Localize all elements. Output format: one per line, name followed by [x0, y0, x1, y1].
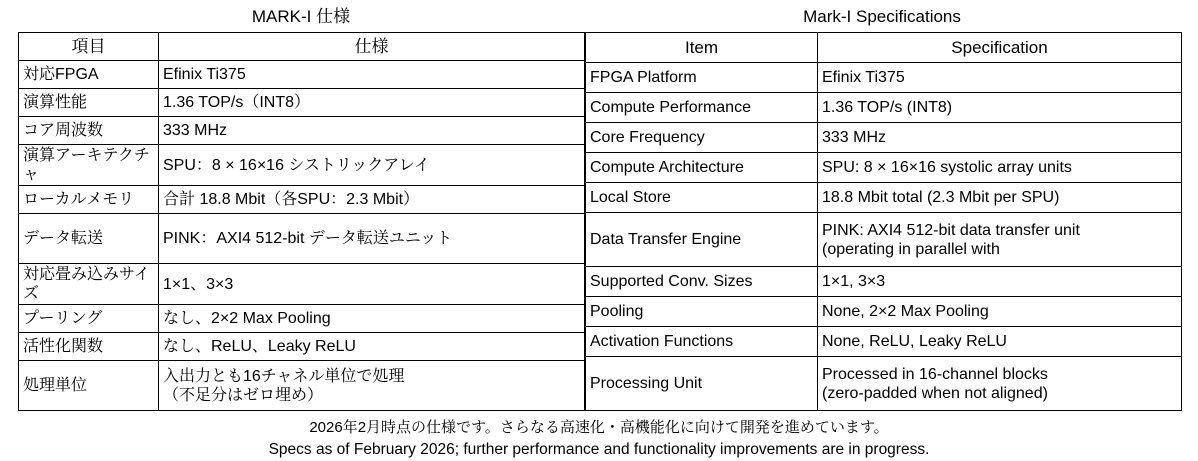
table-row — [586, 213, 1182, 267]
specifications-table-english — [585, 32, 1182, 411]
column-header-spec: Specification — [818, 33, 1182, 63]
row-item: Core Frequency — [586, 123, 818, 153]
row-item: 演算アーキテクチャ — [19, 145, 159, 186]
row-item: ローカルメモリ — [19, 186, 159, 214]
row-spec: 1.36 TOP/s (INT8) — [818, 93, 1182, 123]
table-row — [586, 63, 1182, 93]
row-spec: 1×1, 3×3 — [818, 267, 1182, 297]
row-spec: なし、2×2 Max Pooling — [159, 305, 585, 333]
row-item: データ転送 — [19, 214, 159, 264]
row-spec: 333 MHz — [159, 117, 585, 145]
specifications-table-japanese — [18, 32, 585, 411]
row-spec: 1.36 TOP/s（INT8） — [159, 89, 585, 117]
row-spec: Efinix Ti375 — [818, 63, 1182, 93]
table-header-row — [586, 33, 1182, 63]
table-row — [586, 327, 1182, 357]
row-spec-line2: （不足分はゼロ埋め） — [163, 386, 324, 404]
row-spec: None, ReLU, Leaky ReLU — [818, 327, 1182, 357]
row-item: FPGA Platform — [586, 63, 818, 93]
row-item: Supported Conv. Sizes — [586, 267, 818, 297]
title-japanese: MARK-I 仕様 — [251, 7, 351, 26]
table-row — [19, 61, 585, 89]
row-item: Local Store — [586, 183, 818, 213]
table-row — [19, 305, 585, 333]
row-spec — [818, 213, 1182, 267]
row-item: 活性化関数 — [19, 333, 159, 361]
row-spec — [818, 357, 1182, 411]
table-row — [19, 361, 585, 411]
footnotes — [18, 417, 1180, 461]
footnote-english: Specs as of February 2026; further performance and functionality improvements are in progress. — [268, 441, 930, 458]
table-row — [586, 153, 1182, 183]
row-spec-line1: 入出力とも16チャネル単位で処理 — [163, 367, 405, 385]
row-item: 処理単位 — [19, 361, 159, 411]
row-item: Activation Functions — [586, 327, 818, 357]
row-item: 対応FPGA — [19, 61, 159, 89]
table-row — [19, 333, 585, 361]
footnote-japanese: 2026年2月時点の仕様です。さらなる高速化・高機能化に向けて開発を進めています。 — [309, 419, 889, 436]
table-row — [586, 357, 1182, 411]
row-item: Pooling — [586, 297, 818, 327]
tables-row — [18, 32, 1180, 411]
row-spec: PINK：AXI4 512-bit データ転送ユニット — [159, 214, 585, 264]
row-item: Data Transfer Engine — [586, 213, 818, 267]
row-item: Compute Architecture — [586, 153, 818, 183]
column-header-item: Item — [586, 33, 818, 63]
table-row — [19, 145, 585, 186]
row-spec-line1: PINK: AXI4 512-bit data transfer unit — [822, 221, 1080, 239]
row-spec-line2: (operating in parallel with — [822, 240, 1000, 258]
row-spec: Efinix Ti375 — [159, 61, 585, 89]
row-spec: None, 2×2 Max Pooling — [818, 297, 1182, 327]
row-spec: 18.8 Mbit total (2.3 Mbit per SPU) — [818, 183, 1182, 213]
row-item: Processing Unit — [586, 357, 818, 411]
table-row — [586, 183, 1182, 213]
table-row — [19, 214, 585, 264]
row-spec: なし、ReLU、Leaky ReLU — [159, 333, 585, 361]
table-row — [586, 123, 1182, 153]
table-row — [19, 264, 585, 305]
row-spec: 333 MHz — [818, 123, 1182, 153]
table-header-row — [19, 33, 585, 61]
table-row — [586, 267, 1182, 297]
row-spec: 合計 18.8 Mbit（各SPU：2.3 Mbit） — [159, 186, 585, 214]
column-header-item: 項目 — [19, 33, 159, 61]
row-spec-line2: (zero-padded when not aligned) — [822, 384, 1048, 402]
row-spec: SPU: 8 × 16×16 systolic array units — [818, 153, 1182, 183]
titles-row — [18, 0, 1180, 28]
row-item: 演算性能 — [19, 89, 159, 117]
table-row — [19, 186, 585, 214]
table-row — [586, 297, 1182, 327]
row-item: コア周波数 — [19, 117, 159, 145]
row-item: プーリング — [19, 305, 159, 333]
row-spec — [159, 361, 585, 411]
table-row — [19, 117, 585, 145]
row-item: Compute Performance — [586, 93, 818, 123]
column-header-spec: 仕様 — [159, 33, 585, 61]
row-item: 対応畳み込みサイズ — [19, 264, 159, 305]
table-row — [19, 89, 585, 117]
row-spec: SPU：8 × 16×16 シストリックアレイ — [159, 145, 585, 186]
table-row — [586, 93, 1182, 123]
row-spec: 1×1、3×3 — [159, 264, 585, 305]
row-spec-line1: Processed in 16-channel blocks — [822, 365, 1048, 383]
title-english: Mark-I Specifications — [803, 7, 961, 26]
